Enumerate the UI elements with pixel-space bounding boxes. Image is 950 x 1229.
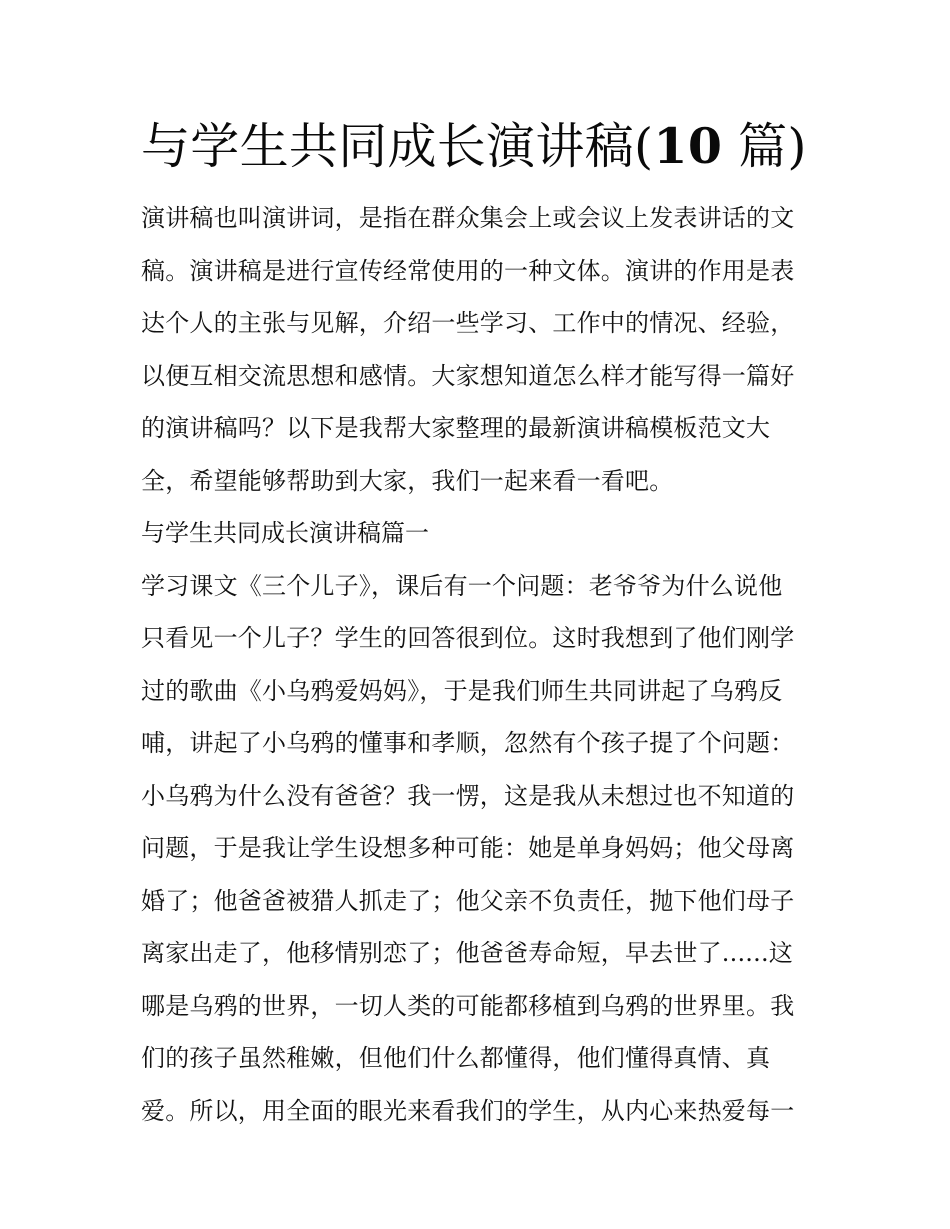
body-paragraph [141, 560, 813, 1138]
body-line: 学习课文《三个儿子》，课后有一个问题：老爷爷为什么说他 [141, 571, 783, 600]
body-line: 哪是乌鸦的世界，一切人类的可能都移植到乌鸦的世界里。我 [141, 991, 795, 1020]
section-heading: 与学生共同成长演讲稿篇一 [141, 519, 429, 547]
intro-line: 达个人的主张与见解，介绍一些学习、工作中的情况、经验， [141, 309, 795, 337]
body-line: 问题，于是我让学生设想多种可能：她是单身妈妈；他父母离 [141, 834, 795, 862]
body-line: 哺，讲起了小乌鸦的懂事和孝顺，忽然有个孩子提了个问题： [141, 729, 795, 757]
body-line: 们的孩子虽然稚嫩，但他们什么都懂得，他们懂得真情、真 [141, 1044, 771, 1072]
intro-line: 以便互相交流思想和感情。大家想知道怎么样才能写得一篇好 [141, 361, 795, 390]
title-main: 与学生共同成长演讲稿( [141, 118, 654, 175]
body-line: 小乌鸦为什么没有爸爸？我一愣，这是我从未想过也不知道的 [141, 781, 795, 810]
intro-paragraph [141, 192, 813, 507]
body-line: 只看见一个儿子？学生的回答很到位。这时我想到了他们刚学 [141, 624, 795, 652]
body-line: 过的歌曲《小乌鸦爱妈妈》，于是我们师生共同讲起了乌鸦反 [141, 676, 783, 705]
intro-line: 演讲稿也叫演讲词，是指在群众集会上或会议上发表讲话的文 [141, 204, 795, 232]
document-title [141, 112, 813, 192]
title-number: 10 [653, 117, 723, 175]
title-tail: 篇) [722, 118, 807, 175]
intro-line: 稿。演讲稿是进行宣传经常使用的一种文体。演讲的作用是表 [141, 256, 795, 285]
intro-line: 的演讲稿吗？以下是我帮大家整理的最新演讲稿模板范文大 [141, 414, 771, 442]
body-line: 婚了；他爸爸被猎人抓走了；他父亲不负责任，抛下他们母子 [141, 886, 795, 915]
intro-line: 全，希望能够帮助到大家，我们一起来看一看吧。 [141, 466, 674, 495]
body-line: 爱。所以，用全面的眼光来看我们的学生，从内心来热爱每一 [141, 1096, 795, 1125]
document-content [141, 112, 813, 1137]
body-line: 离家出走了，他移情别恋了；他爸爸寿命短，早去世了......这 [141, 939, 793, 967]
